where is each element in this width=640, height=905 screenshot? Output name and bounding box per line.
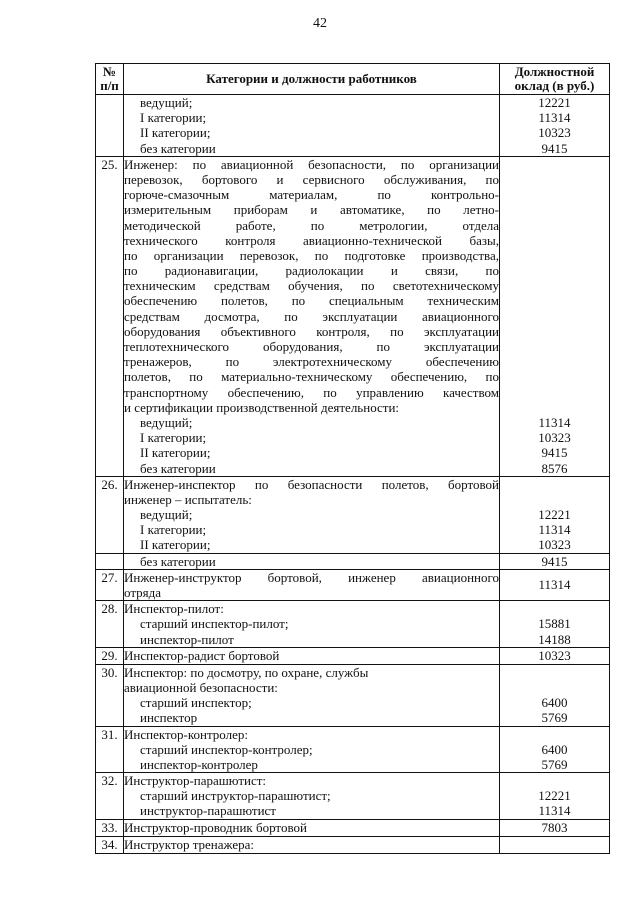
salary-cell [500,601,610,648]
salary-value: 9415 [541,140,568,156]
salary-value [500,665,609,680]
salary-value: 10323 [538,537,571,553]
table-row [96,773,610,820]
position-line: и сертификации производственной деятельности: [124,399,400,415]
position-line: Инспектор-пилот: [124,601,224,617]
salary-value [500,837,609,852]
salary-value [500,492,609,507]
salary-value: 6400 [541,741,568,757]
salary-cell [500,476,610,553]
row-number: 32. [96,773,124,820]
position-cell [124,773,500,820]
position-line: перевозок, бортового и сервисного обслуживания, по [124,171,499,187]
position-cell [124,819,500,836]
position-line: авиационной безопасности: [124,679,278,695]
table-row [96,647,610,664]
position-line: Инженер-инструктор бортовой, инженер авиационного [124,569,499,585]
position-line: Инструктор-парашютист: [124,773,267,789]
position-cell [124,836,500,853]
position-line: Инструктор тренажера: [124,836,254,852]
table-row [96,601,610,648]
salary-value [500,233,609,248]
position-line: без категории [140,460,216,476]
salary-value: 9415 [541,553,568,569]
position-line: по организации перевозок, по подготовке производства, [124,247,499,263]
position-line: Инспектор-контролер: [124,726,248,742]
table-row [96,156,610,476]
salary-value [500,218,609,233]
position-cell [124,647,500,664]
row-number: 27. [96,569,124,600]
row-number: 33. [96,819,124,836]
row-number [96,95,124,157]
salary-value [500,354,609,369]
position-line: тренажеров, по электротехническому обеспечению [124,354,499,370]
position-line: Инженер: по авиационной безопасности, по организации [124,156,499,172]
position-line: инспектор-контролер [140,756,258,772]
position-line: теплотехнического оборудования, по эксплуатации [124,339,499,354]
salary-value [500,385,609,400]
position-line: ведущий; [140,414,193,430]
salary-value: 11314 [538,577,571,593]
salary-value [500,278,609,293]
salary-value [500,324,609,339]
position-cell [124,664,500,726]
position-line: техническим средствам обучения, по светотехническому [124,278,499,294]
position-line: инспектор-пилот [140,631,234,647]
salary-value [500,773,609,788]
salary-value: 9415 [541,445,568,461]
salary-value: 11314 [538,803,571,819]
position-line: II категории; [140,445,211,461]
salary-value [500,369,609,384]
salary-value [500,187,609,202]
salary-value [500,263,609,278]
salary-value [500,309,609,324]
position-line: средствам досмотра, по эксплуатации авиационного [124,308,499,324]
page-number: 42 [313,16,327,31]
salary-cell [500,553,610,569]
header-position: Категории и должности работников [124,64,500,95]
position-line: инженер – испытатель: [124,491,252,507]
table-row [96,569,610,600]
position-cell [124,601,500,648]
row-number [96,553,124,569]
position-line: старший инспектор; [140,695,252,711]
table-header-row [96,64,610,95]
salary-value [500,293,609,308]
position-line: старший инспектор-контролер; [140,741,313,757]
salary-cell [500,569,610,600]
salary-value [500,339,609,354]
position-cell [124,553,500,569]
position-line: старший инструктор-парашютист; [140,788,331,804]
salary-value: 10323 [538,125,571,141]
salary-value [500,248,609,263]
position-line: без категории [140,553,216,569]
row-number: 30. [96,664,124,726]
position-line: методической работе, по метрологии, отдела [124,217,499,233]
salary-value: 8576 [541,460,568,476]
salary-value: 10323 [538,430,571,446]
table-row [96,476,610,553]
position-line: I категории; [140,430,207,446]
salary-value: 11314 [538,110,571,126]
position-line: измерительным приборам и автоматике, по летно- [124,202,499,218]
position-line: Инструктор-проводник бортовой [124,819,307,835]
position-line: старший инспектор-пилот; [140,616,289,632]
salary-cell [500,647,610,664]
salary-cell [500,836,610,853]
position-cell [124,156,500,476]
salary-value: 14188 [538,631,571,647]
table-row [96,664,610,726]
row-number: 34. [96,836,124,853]
salary-value [500,477,609,492]
header-number: № п/п [96,64,124,95]
salary-value: 7803 [541,819,568,835]
table-row [96,95,610,157]
salary-value [500,172,609,187]
salary-cell [500,95,610,157]
salary-cell [500,664,610,726]
salary-value [500,202,609,217]
table-row [96,553,610,569]
salary-value: 12221 [538,507,571,523]
position-line: Инспектор: по досмотру, по охране, службы [124,664,369,680]
salary-value: 5769 [541,710,568,726]
position-line: Инспектор-радист бортовой [124,647,280,663]
position-cell [124,569,500,600]
position-line: технического контроля авиационно-технической базы, [124,232,499,248]
position-line: I категории; [140,110,207,126]
salary-value [500,157,609,172]
position-line: ведущий; [140,507,193,523]
position-cell [124,95,500,157]
salary-value: 10323 [538,647,571,663]
salary-value [500,727,609,742]
salary-cell [500,773,610,820]
salary-value [500,601,609,616]
salary-cell [500,156,610,476]
position-line: ведущий; [140,95,193,110]
salary-value: 12221 [538,95,571,110]
position-line: обеспечению полетов, по специальным техническим [124,293,499,309]
salary-value: 6400 [541,695,568,711]
row-number: 26. [96,476,124,553]
position-line: горюче-смазочным материалам, по контрольно- [124,187,499,203]
table-row [96,819,610,836]
row-number: 28. [96,601,124,648]
salary-cell [500,726,610,773]
salary-table [95,63,610,854]
header-salary: Должностной оклад (в руб.) [500,64,610,95]
salary-cell [500,819,610,836]
salary-value: 11314 [538,414,571,430]
row-number: 29. [96,647,124,664]
salary-value: 11314 [538,522,571,538]
table-row [96,726,610,773]
row-number: 25. [96,156,124,476]
salary-value [500,680,609,695]
position-cell [124,476,500,553]
salary-value: 12221 [538,788,571,804]
table-row [96,836,610,853]
position-line: Инженер-инспектор по безопасности полетов, бортовой [124,476,499,492]
row-number: 31. [96,726,124,773]
position-line: без категории [140,140,216,156]
position-line: отряда [124,585,162,600]
position-line: II категории; [140,537,211,553]
position-line: инструктор-парашютист [140,803,276,819]
salary-value: 15881 [538,616,571,632]
position-line: I категории; [140,522,207,538]
position-line: полетов, по материально-техническому обеспечению, по [124,369,499,385]
position-line: транспортному обеспечению, по управлению качеством [124,384,499,400]
position-line: инспектор [140,710,198,726]
position-line: оборудования объективного контроля, по эксплуатации [124,323,499,339]
salary-value: 5769 [541,756,568,772]
position-cell [124,726,500,773]
salary-value [500,400,609,415]
position-line: II категории; [140,125,211,141]
position-line: по радионавигации, радиолокации и связи, по [124,263,499,279]
